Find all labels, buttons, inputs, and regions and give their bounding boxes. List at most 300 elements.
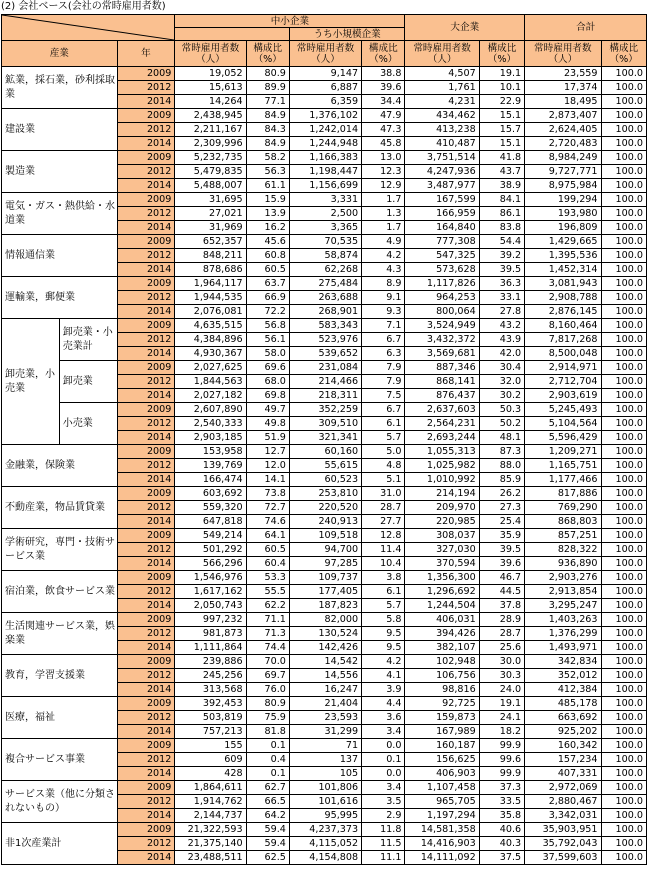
large-ratio-cell: 39.5	[479, 263, 524, 277]
industry-label: 電気・ガス・熱供給・水道業	[2, 193, 118, 235]
year-cell: 2012	[117, 249, 175, 263]
small-employees-cell: 60,523	[289, 473, 361, 487]
year-cell: 2009	[117, 739, 175, 753]
small-employees-cell: 21,404	[289, 697, 361, 711]
sme-employees-cell: 313,568	[175, 683, 246, 697]
sme-employees-cell: 245,256	[175, 669, 246, 683]
total-ratio-cell: 100.0	[601, 249, 646, 263]
total-employees-cell: 1,403,263	[525, 613, 601, 627]
sme-employees-cell: 14,264	[175, 95, 246, 109]
large-employees-cell: 573,628	[405, 263, 479, 277]
small-ratio-cell: 4.2	[362, 655, 405, 669]
small-employees-cell: 253,810	[289, 487, 361, 501]
total-employees-cell: 925,202	[525, 725, 601, 739]
large-employees-cell: 14,416,903	[405, 837, 479, 851]
industry-label: 医療，福祉	[2, 697, 118, 739]
small-employees-cell: 14,542	[289, 655, 361, 669]
total-employees-cell: 2,873,407	[525, 109, 601, 123]
sme-employees-cell: 428	[175, 767, 246, 781]
total-ratio-header: 構成比（%）	[601, 41, 646, 67]
large-employees-cell: 2,693,244	[405, 431, 479, 445]
small-ratio-cell: 11.8	[362, 823, 405, 837]
sme-employees-cell: 2,144,737	[175, 809, 246, 823]
small-employees-cell: 62,268	[289, 263, 361, 277]
total-employees-cell: 1,395,536	[525, 249, 601, 263]
total-ratio-cell: 100.0	[601, 151, 646, 165]
sme-employees-cell: 31,969	[175, 221, 246, 235]
sme-ratio-cell: 68.0	[246, 375, 289, 389]
total-employees-cell: 857,251	[525, 529, 601, 543]
total-employees-cell: 8,984,249	[525, 151, 601, 165]
small-employees-cell: 177,405	[289, 585, 361, 599]
large-ratio-cell: 37.8	[479, 599, 524, 613]
total-ratio-cell: 100.0	[601, 179, 646, 193]
total-ratio-cell: 100.0	[601, 599, 646, 613]
year-cell: 2009	[117, 655, 175, 669]
large-ratio-cell: 28.9	[479, 613, 524, 627]
small-employees-cell: 240,913	[289, 515, 361, 529]
sme-employees-cell: 23,488,511	[175, 851, 246, 865]
small-ratio-cell: 9.5	[362, 641, 405, 655]
large-employees-cell: 3,751,514	[405, 151, 479, 165]
year-cell: 2014	[117, 683, 175, 697]
total-ratio-cell: 100.0	[601, 501, 646, 515]
small-ratio-cell: 4.4	[362, 697, 405, 711]
large-ratio-cell: 39.6	[479, 557, 524, 571]
total-ratio-cell: 100.0	[601, 669, 646, 683]
large-employees-cell: 308,037	[405, 529, 479, 543]
sme-ratio-cell: 69.8	[246, 389, 289, 403]
sme-employees-cell: 981,873	[175, 627, 246, 641]
total-ratio-cell: 100.0	[601, 263, 646, 277]
year-cell: 2014	[117, 725, 175, 739]
sub-industry-label: 卸売業	[59, 361, 117, 403]
small-ratio-cell: 6.7	[362, 403, 405, 417]
large-employees-cell: 965,705	[405, 795, 479, 809]
sme-ratio-header: 構成比（%）	[246, 41, 289, 67]
large-employees-cell: 98,816	[405, 683, 479, 697]
small-ratio-cell: 9.3	[362, 305, 405, 319]
total-employees-cell: 3,342,031	[525, 809, 601, 823]
small-ratio-cell: 6.1	[362, 417, 405, 431]
sme-ratio-cell: 62.5	[246, 851, 289, 865]
sme-employees-cell: 153,958	[175, 445, 246, 459]
sme-employees-cell: 609	[175, 753, 246, 767]
sme-employees-cell: 878,686	[175, 263, 246, 277]
small-ratio-cell: 7.9	[362, 375, 405, 389]
year-cell: 2009	[117, 571, 175, 585]
sme-ratio-cell: 71.1	[246, 613, 289, 627]
total-employees-cell: 1,493,971	[525, 641, 601, 655]
large-employees-cell: 410,487	[405, 137, 479, 151]
total-employees-cell: 8,975,984	[525, 179, 601, 193]
large-ratio-cell: 24.1	[479, 711, 524, 725]
total-ratio-cell: 100.0	[601, 851, 646, 865]
sme-employees-cell: 647,818	[175, 515, 246, 529]
large-ratio-cell: 15.1	[479, 109, 524, 123]
year-cell: 2014	[117, 389, 175, 403]
year-cell: 2009	[117, 487, 175, 501]
large-ratio-cell: 87.3	[479, 445, 524, 459]
total-ratio-cell: 100.0	[601, 207, 646, 221]
large-employees-cell: 106,756	[405, 669, 479, 683]
sme-ratio-cell: 13.9	[246, 207, 289, 221]
small-employees-cell: 218,311	[289, 389, 361, 403]
total-employees-cell: 196,809	[525, 221, 601, 235]
table-row	[2, 655, 647, 669]
small-ratio-cell: 6.3	[362, 347, 405, 361]
large-employees-cell: 160,187	[405, 739, 479, 753]
total-employees-header: 常時雇用者数（人）	[525, 41, 601, 67]
sme-employees-cell: 559,320	[175, 501, 246, 515]
total-employees-cell: 2,913,854	[525, 585, 601, 599]
total-ratio-cell: 100.0	[601, 571, 646, 585]
total-ratio-cell: 100.0	[601, 193, 646, 207]
sme-employees-cell: 503,819	[175, 711, 246, 725]
sme-ratio-cell: 89.9	[246, 81, 289, 95]
sme-employees-cell: 2,903,185	[175, 431, 246, 445]
small-employees-cell: 2,500	[289, 207, 361, 221]
large-employees-cell: 406,031	[405, 613, 479, 627]
large-ratio-cell: 22.9	[479, 95, 524, 109]
large-ratio-cell: 35.8	[479, 809, 524, 823]
industry-label: 製造業	[2, 151, 118, 193]
large-employees-cell: 1,244,504	[405, 599, 479, 613]
total-employees-cell: 8,500,048	[525, 347, 601, 361]
large-ratio-cell: 35.9	[479, 529, 524, 543]
large-employees-cell: 167,989	[405, 725, 479, 739]
total-ratio-cell: 100.0	[601, 445, 646, 459]
small-ratio-cell: 39.6	[362, 81, 405, 95]
total-employees-cell: 1,177,466	[525, 473, 601, 487]
table-row	[2, 235, 647, 249]
total-ratio-cell: 100.0	[601, 235, 646, 249]
table-row	[2, 403, 647, 417]
total-employees-cell: 2,972,069	[525, 781, 601, 795]
large-ratio-cell: 40.6	[479, 823, 524, 837]
large-ratio-cell: 99.9	[479, 767, 524, 781]
small-ratio-cell: 3.6	[362, 711, 405, 725]
year-cell: 2009	[117, 235, 175, 249]
small-employees-cell: 275,484	[289, 277, 361, 291]
small-employees-cell: 214,466	[289, 375, 361, 389]
total-employees-cell: 2,876,145	[525, 305, 601, 319]
sme-employees-cell: 2,027,182	[175, 389, 246, 403]
small-ratio-cell: 1.7	[362, 193, 405, 207]
small-ratio-cell: 7.9	[362, 361, 405, 375]
large-ratio-cell: 99.9	[479, 739, 524, 753]
sme-employees-cell: 392,453	[175, 697, 246, 711]
large-employees-cell: 3,487,977	[405, 179, 479, 193]
total-employees-cell: 412,384	[525, 683, 601, 697]
large-employees-cell: 394,426	[405, 627, 479, 641]
small-ratio-cell: 47.9	[362, 109, 405, 123]
total-employees-cell: 9,727,771	[525, 165, 601, 179]
table-row	[2, 613, 647, 627]
year-cell: 2014	[117, 95, 175, 109]
large-ratio-cell: 44.5	[479, 585, 524, 599]
sme-ratio-cell: 72.2	[246, 305, 289, 319]
small-ratio-cell: 7.1	[362, 319, 405, 333]
sme-employees-cell: 1,844,563	[175, 375, 246, 389]
large-employees-cell: 156,625	[405, 753, 479, 767]
table-row	[2, 319, 647, 333]
total-ratio-cell: 100.0	[601, 613, 646, 627]
year-cell: 2009	[117, 403, 175, 417]
table-row	[2, 151, 647, 165]
year-cell: 2014	[117, 221, 175, 235]
small-employees-cell: 137	[289, 753, 361, 767]
sme-ratio-cell: 77.1	[246, 95, 289, 109]
year-cell: 2014	[117, 851, 175, 865]
year-cell: 2009	[117, 109, 175, 123]
sub-industry-label: 小売業	[59, 403, 117, 445]
table-row	[2, 361, 647, 375]
sme-ratio-cell: 60.8	[246, 249, 289, 263]
table-body	[2, 67, 647, 865]
sme-ratio-cell: 16.2	[246, 221, 289, 235]
total-ratio-cell: 100.0	[601, 473, 646, 487]
large-employees-cell: 220,985	[405, 515, 479, 529]
total-employees-cell: 2,712,704	[525, 375, 601, 389]
small-employees-cell: 1,198,447	[289, 165, 361, 179]
large-ratio-cell: 40.3	[479, 837, 524, 851]
year-cell: 2009	[117, 361, 175, 375]
small-ratio-cell: 3.5	[362, 795, 405, 809]
large-ratio-cell: 43.2	[479, 319, 524, 333]
sme-ratio-cell: 49.7	[246, 403, 289, 417]
large-ratio-cell: 43.7	[479, 165, 524, 179]
small-ratio-cell: 3.4	[362, 725, 405, 739]
small-employees-cell: 1,376,102	[289, 109, 361, 123]
large-employees-cell: 4,247,936	[405, 165, 479, 179]
year-cell: 2009	[117, 697, 175, 711]
sme-ratio-cell: 84.9	[246, 137, 289, 151]
small-employees-cell: 109,518	[289, 529, 361, 543]
large-ratio-cell: 30.2	[479, 389, 524, 403]
small-ratio-cell: 27.7	[362, 515, 405, 529]
small-ratio-cell: 31.0	[362, 487, 405, 501]
small-employees-cell: 130,524	[289, 627, 361, 641]
total-ratio-cell: 100.0	[601, 137, 646, 151]
large-ratio-cell: 85.9	[479, 473, 524, 487]
table-caption: (2) 会社ベース(会社の常時雇用者数)	[1, 1, 166, 12]
small-employees-cell: 1,166,383	[289, 151, 361, 165]
total-employees-cell: 817,886	[525, 487, 601, 501]
total-ratio-cell: 100.0	[601, 389, 646, 403]
large-employees-cell: 3,524,949	[405, 319, 479, 333]
total-ratio-cell: 100.0	[601, 291, 646, 305]
sme-ratio-cell: 69.6	[246, 361, 289, 375]
year-cell: 2012	[117, 543, 175, 557]
large-ratio-cell: 39.5	[479, 543, 524, 557]
large-employees-cell: 167,599	[405, 193, 479, 207]
total-ratio-cell: 100.0	[601, 795, 646, 809]
small-ratio-cell: 5.1	[362, 473, 405, 487]
sme-employees-cell: 2,540,333	[175, 417, 246, 431]
sme-ratio-cell: 60.5	[246, 543, 289, 557]
sme-employees-cell: 1,111,864	[175, 641, 246, 655]
sme-employees-cell: 1,617,162	[175, 585, 246, 599]
sme-ratio-cell: 69.7	[246, 669, 289, 683]
large-ratio-cell: 28.7	[479, 627, 524, 641]
large-employees-cell: 1,356,300	[405, 571, 479, 585]
small-ratio-cell: 10.4	[362, 557, 405, 571]
table-row	[2, 571, 647, 585]
small-ratio-cell: 45.8	[362, 137, 405, 151]
sme-ratio-cell: 59.4	[246, 837, 289, 851]
industry-label: 宿泊業，飲食サービス業	[2, 571, 118, 613]
small-ratio-cell: 47.3	[362, 123, 405, 137]
small-ratio-cell: 5.0	[362, 445, 405, 459]
year-cell: 2014	[117, 557, 175, 571]
year-cell: 2012	[117, 123, 175, 137]
small-employees-cell: 583,343	[289, 319, 361, 333]
sme-employees-cell: 21,322,593	[175, 823, 246, 837]
year-cell: 2012	[117, 585, 175, 599]
sme-ratio-cell: 12.0	[246, 459, 289, 473]
total-employees-cell: 1,165,751	[525, 459, 601, 473]
year-cell: 2014	[117, 305, 175, 319]
industry-label: 学術研究，専門・技術サービス業	[2, 529, 118, 571]
sme-ratio-cell: 53.3	[246, 571, 289, 585]
sme-employees-cell: 4,635,515	[175, 319, 246, 333]
year-cell: 2012	[117, 291, 175, 305]
small-employees-cell: 3,331	[289, 193, 361, 207]
large-ratio-cell: 15.7	[479, 123, 524, 137]
sme-ratio-cell: 73.8	[246, 487, 289, 501]
large-ratio-cell: 38.9	[479, 179, 524, 193]
small-ratio-cell: 12.8	[362, 529, 405, 543]
large-employees-cell: 382,107	[405, 641, 479, 655]
large-employees-cell: 1,107,458	[405, 781, 479, 795]
small-ratio-cell: 38.8	[362, 67, 405, 81]
total-ratio-cell: 100.0	[601, 67, 646, 81]
small-employees-cell: 142,426	[289, 641, 361, 655]
total-ratio-cell: 100.0	[601, 109, 646, 123]
total-employees-cell: 160,342	[525, 739, 601, 753]
small-employees-cell: 263,688	[289, 291, 361, 305]
total-employees-cell: 2,880,467	[525, 795, 601, 809]
total-ratio-cell: 100.0	[601, 361, 646, 375]
large-ratio-cell: 48.1	[479, 431, 524, 445]
industry-label: 鉱業，採石業，砂利採取業	[2, 67, 118, 109]
total-employees-cell: 199,294	[525, 193, 601, 207]
sme-employees-cell: 2,438,945	[175, 109, 246, 123]
small-ratio-cell: 9.5	[362, 627, 405, 641]
total-employees-cell: 5,104,564	[525, 417, 601, 431]
small-ratio-cell: 6.1	[362, 585, 405, 599]
total-employees-cell: 37,599,603	[525, 851, 601, 865]
small-employees-cell: 309,510	[289, 417, 361, 431]
large-ratio-cell: 25.6	[479, 641, 524, 655]
large-employees-cell: 406,903	[405, 767, 479, 781]
sme-ratio-cell: 55.5	[246, 585, 289, 599]
large-employees-cell: 434,462	[405, 109, 479, 123]
year-cell: 2014	[117, 263, 175, 277]
large-employees-cell: 868,141	[405, 375, 479, 389]
large-ratio-cell: 42.0	[479, 347, 524, 361]
large-ratio-cell: 84.1	[479, 193, 524, 207]
large-ratio-cell: 10.1	[479, 81, 524, 95]
total-header: 合計	[525, 15, 647, 41]
large-ratio-cell: 33.5	[479, 795, 524, 809]
small-ratio-cell: 34.4	[362, 95, 405, 109]
sme-employees-cell: 501,292	[175, 543, 246, 557]
small-ratio-cell: 12.9	[362, 179, 405, 193]
sme-ratio-cell: 62.2	[246, 599, 289, 613]
small-employees-cell: 101,806	[289, 781, 361, 795]
large-ratio-cell: 30.4	[479, 361, 524, 375]
large-employees-cell: 164,840	[405, 221, 479, 235]
small-employees-cell: 1,156,699	[289, 179, 361, 193]
sme-ratio-cell: 66.9	[246, 291, 289, 305]
sub-industry-label: 卸売業・小売業計	[59, 319, 117, 361]
small-ratio-cell: 11.1	[362, 851, 405, 865]
sme-ratio-cell: 61.1	[246, 179, 289, 193]
total-ratio-cell: 100.0	[601, 641, 646, 655]
small-employees-cell: 97,285	[289, 557, 361, 571]
year-cell: 2014	[117, 809, 175, 823]
small-ratio-cell: 4.3	[362, 263, 405, 277]
total-employees-cell: 8,160,464	[525, 319, 601, 333]
sme-ratio-cell: 74.6	[246, 515, 289, 529]
year-cell: 2012	[117, 165, 175, 179]
industry-label: 建設業	[2, 109, 118, 151]
large-ratio-cell: 33.1	[479, 291, 524, 305]
year-cell: 2009	[117, 151, 175, 165]
large-ratio-cell: 36.3	[479, 277, 524, 291]
small-employees-cell: 1,244,948	[289, 137, 361, 151]
small-ratio-cell: 4.9	[362, 235, 405, 249]
year-cell: 2012	[117, 753, 175, 767]
total-ratio-cell: 100.0	[601, 431, 646, 445]
total-ratio-cell: 100.0	[601, 165, 646, 179]
year-cell: 2012	[117, 333, 175, 347]
sme-ratio-cell: 81.8	[246, 725, 289, 739]
large-employees-cell: 964,253	[405, 291, 479, 305]
small-employees-cell: 1,242,014	[289, 123, 361, 137]
small-employees-header: 常時雇用者数（人）	[289, 41, 361, 67]
large-employees-cell: 413,238	[405, 123, 479, 137]
total-employees-cell: 663,692	[525, 711, 601, 725]
sme-ratio-cell: 56.8	[246, 319, 289, 333]
large-ratio-cell: 19.1	[479, 697, 524, 711]
total-ratio-cell: 100.0	[601, 781, 646, 795]
small-employees-cell: 60,160	[289, 445, 361, 459]
large-employees-cell: 4,507	[405, 67, 479, 81]
large-ratio-header: 構成比（%）	[479, 41, 524, 67]
large-employees-cell: 370,594	[405, 557, 479, 571]
industry-label: サービス業（他に分類されないもの）	[2, 781, 118, 823]
table-row	[2, 781, 647, 795]
total-employees-cell: 3,295,247	[525, 599, 601, 613]
sme-employees-cell: 1,964,117	[175, 277, 246, 291]
industry-label: 運輸業，郵便業	[2, 277, 118, 319]
large-ratio-cell: 30.0	[479, 655, 524, 669]
sme-employees-cell: 27,021	[175, 207, 246, 221]
large-employees-cell: 14,581,358	[405, 823, 479, 837]
large-ratio-cell: 43.9	[479, 333, 524, 347]
industry-label: 生活関連サービス業，娯楽業	[2, 613, 118, 655]
year-cell: 2012	[117, 837, 175, 851]
small-employees-cell: 523,976	[289, 333, 361, 347]
total-ratio-cell: 100.0	[601, 375, 646, 389]
large-ratio-cell: 37.5	[479, 851, 524, 865]
year-cell: 2014	[117, 179, 175, 193]
industry-label: 情報通信業	[2, 235, 118, 277]
sme-ratio-cell: 60.4	[246, 557, 289, 571]
